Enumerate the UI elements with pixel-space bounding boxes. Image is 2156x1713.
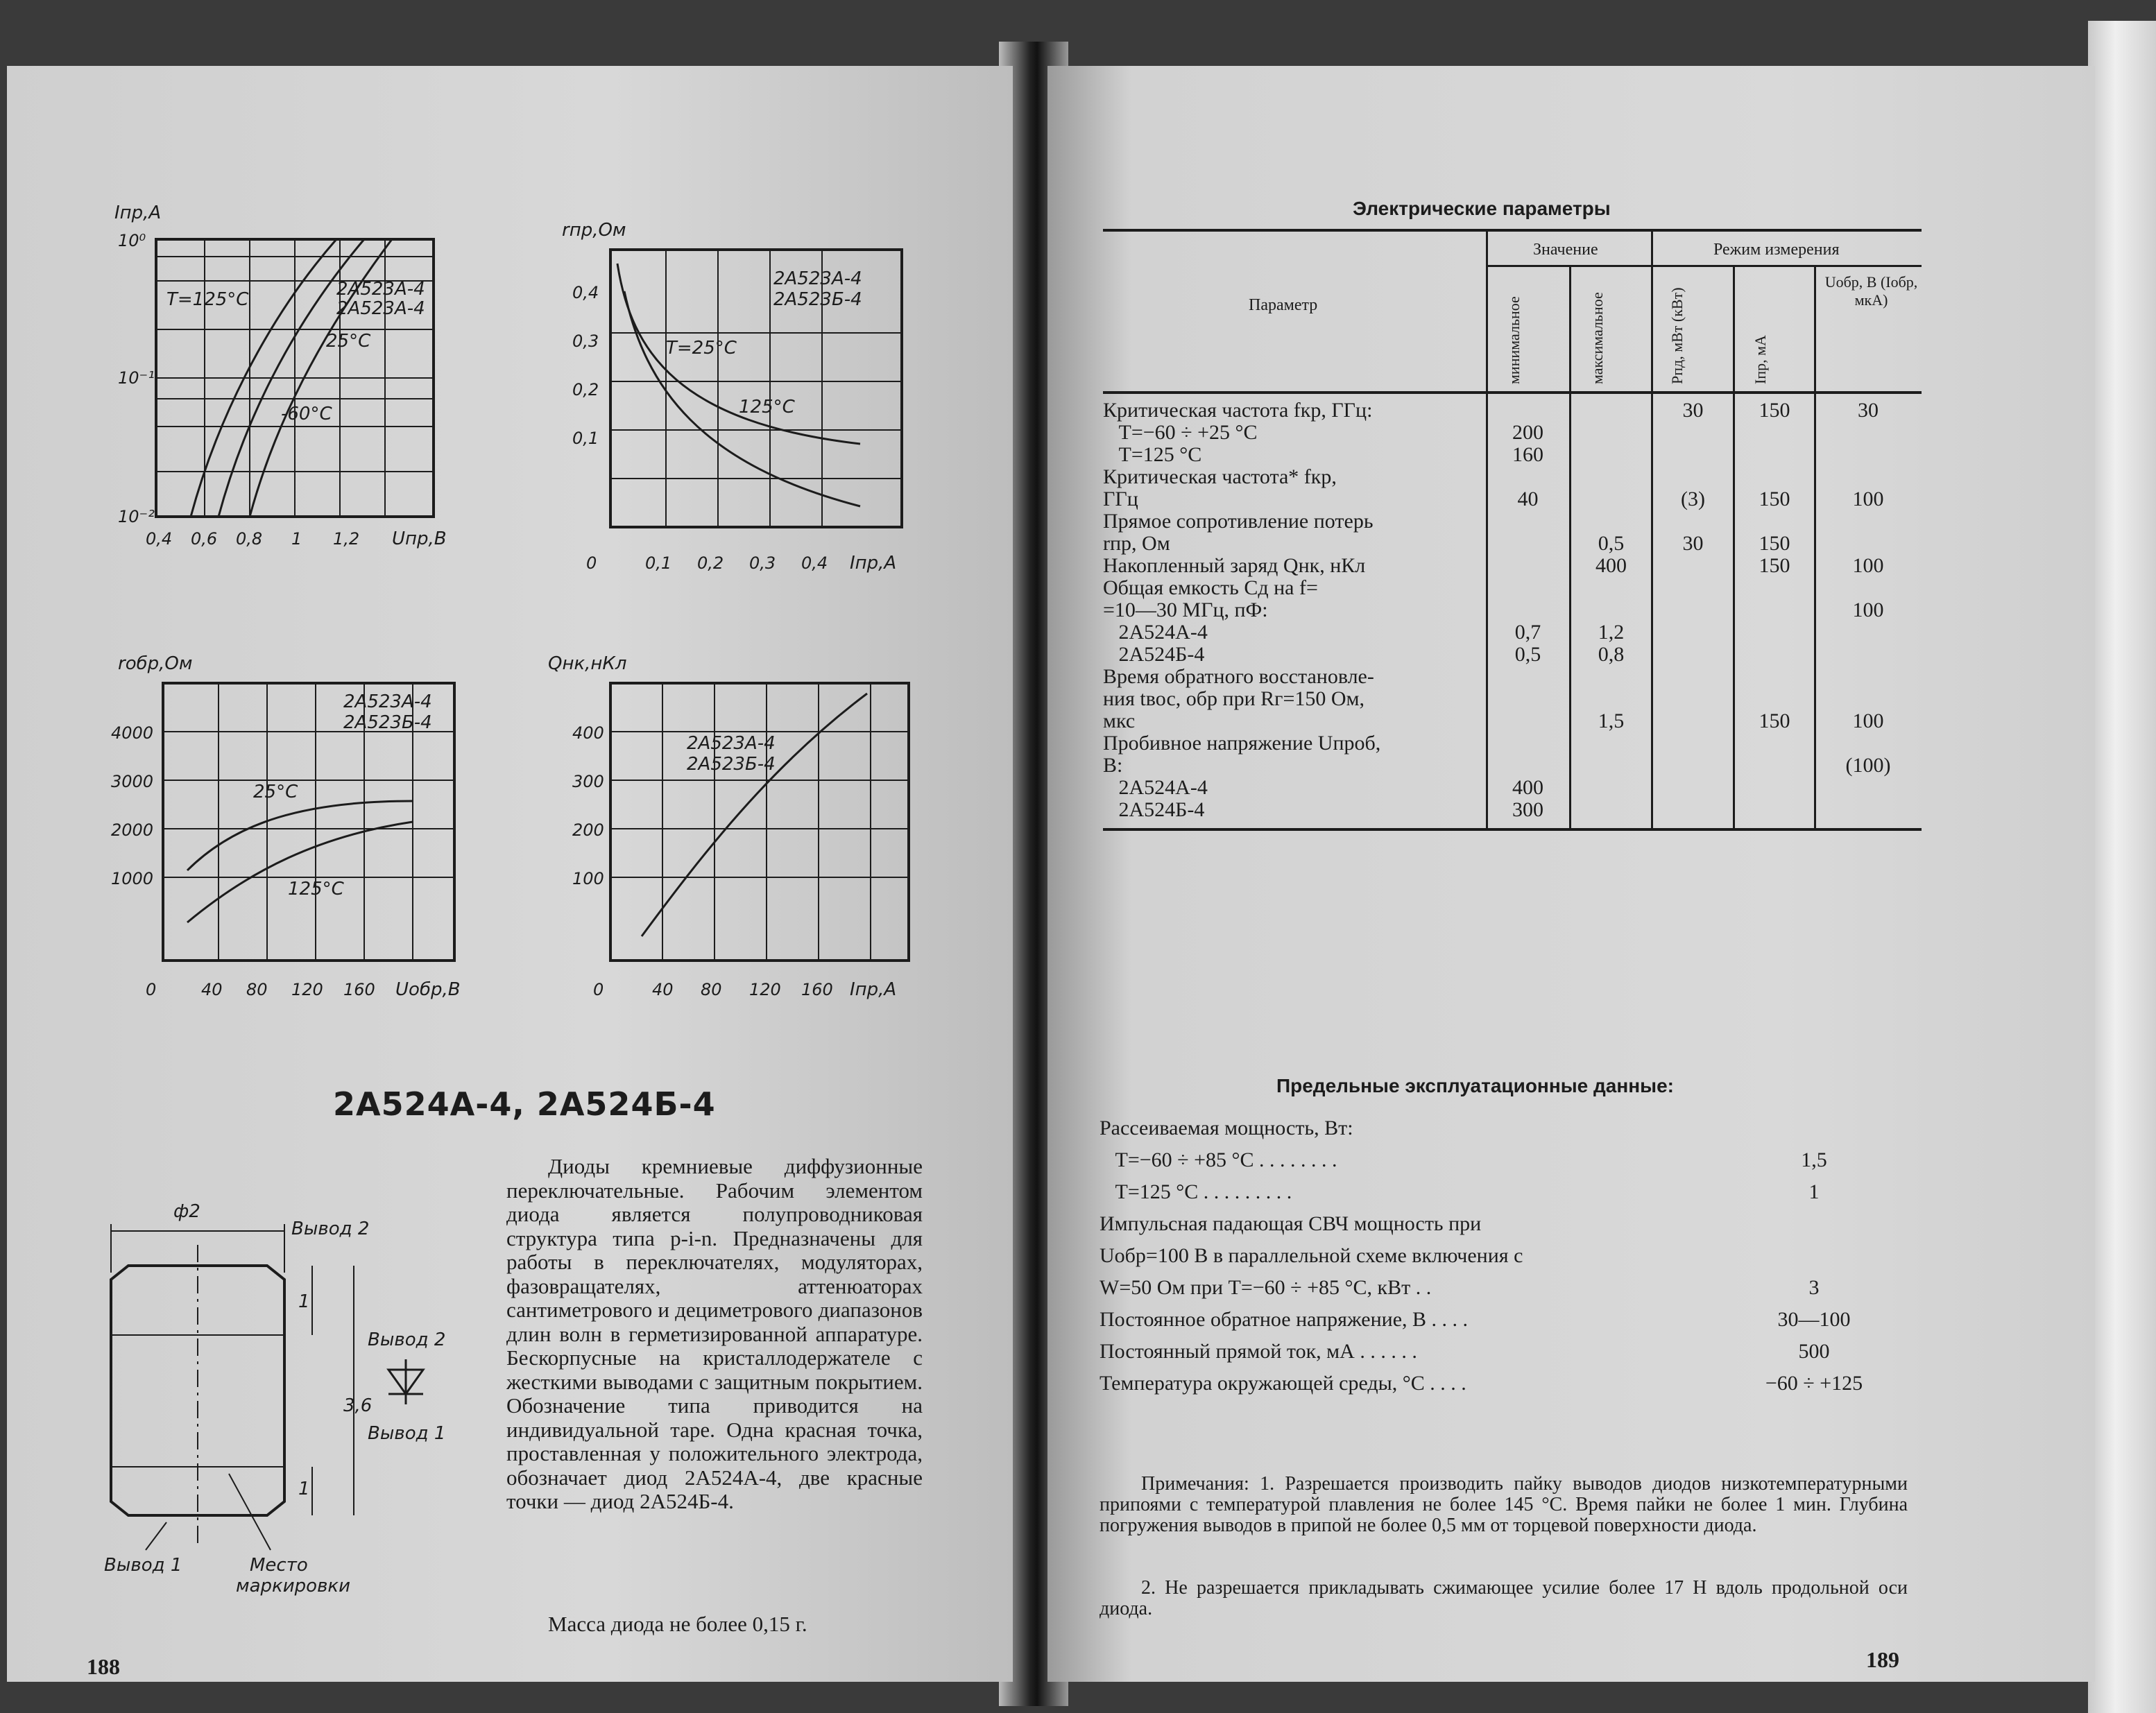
graph2-ytick: 0,1	[572, 429, 599, 448]
limits-list	[1100, 1117, 1904, 1404]
graph3-xtick: 40	[201, 980, 223, 999]
graph2-ytick: 0,2	[572, 380, 599, 399]
graph1-xlabel: Uпр,В	[392, 528, 447, 549]
table-title: Электрические параметры	[1353, 198, 1611, 219]
drawing-lead1: Вывод 1	[104, 1555, 182, 1576]
header-u: Uобр, В (Iобр, мкА)	[1824, 273, 1918, 309]
mass-text: Масса диода не более 0,15 г.	[548, 1612, 807, 1636]
table-cell-max: 1,2	[1598, 621, 1625, 644]
table-cell-param: 2А524А-4	[1103, 621, 1208, 644]
graph3-ytick: 3000	[111, 772, 154, 791]
table-cell-param: В:	[1103, 755, 1123, 777]
table-cell-param: Критическая частота* fкр,	[1103, 466, 1337, 488]
graph3-ylabel: rобр,Ом	[118, 653, 193, 674]
drawing-lead2-top: Вывод 2	[291, 1219, 370, 1239]
graph3-xtick: 160	[343, 980, 375, 999]
graph3-xtick: 80	[246, 980, 268, 999]
table-row	[1103, 510, 1922, 533]
page-edge	[2088, 21, 2156, 1713]
table-cell-max: 0,5	[1598, 533, 1625, 555]
table-row	[1103, 555, 1922, 577]
header-value: Значение	[1533, 241, 1598, 259]
table-body	[1103, 394, 1922, 831]
table-cell-param: мкс	[1103, 710, 1136, 732]
graph1-legend: 2А523А-4	[336, 279, 425, 300]
table-cell-param: Время обратного восстановле-	[1103, 666, 1374, 688]
graph3-xtick: 0	[146, 980, 157, 999]
graph1-xtick: 0,8	[236, 529, 263, 549]
table-row	[1103, 466, 1922, 488]
table-cell-u: 100	[1852, 710, 1884, 732]
table-cell-param: Накопленный заряд Qнк, нКл	[1103, 555, 1366, 577]
table-cell-min: 200	[1512, 422, 1543, 444]
table-cell-param: Т=125 °С	[1103, 444, 1202, 466]
table-row	[1103, 399, 1922, 422]
table-cell-param: Прямое сопротивление потерь	[1103, 510, 1374, 533]
graph4-xtick: 0	[593, 980, 604, 999]
table-cell-param: 2А524Б-4	[1103, 644, 1205, 666]
graph3-xtick: 120	[291, 980, 323, 999]
graph-stored-charge	[541, 648, 930, 1009]
drawing-height: 3,6	[343, 1395, 373, 1416]
graph1-xtick: 0,6	[191, 529, 218, 549]
graph1-ytick: 10⁻²	[118, 507, 155, 526]
table-row	[1103, 688, 1922, 710]
table-row	[1103, 444, 1922, 466]
graph-reverse-resistance	[97, 648, 486, 1009]
table-cell-max: 0,8	[1598, 644, 1625, 666]
table-cell-min: 0,5	[1514, 644, 1541, 666]
drawing-diameter: ф2	[173, 1201, 200, 1222]
table-cell-param: 2А524Б-4	[1103, 799, 1205, 821]
electrical-parameters-table	[1103, 229, 1922, 831]
table-cell-p: 30	[1682, 533, 1704, 555]
limit-label: Постоянное обратное напряжение, В . . . .	[1100, 1308, 1469, 1331]
graph2-xtick: 0,4	[801, 553, 828, 573]
limit-label: Рассеиваемая мощность, Вт:	[1100, 1117, 1353, 1139]
graph3-xlabel: Uобр,В	[395, 979, 461, 1000]
limit-value: 500	[1798, 1340, 1830, 1363]
table-cell-min: 300	[1512, 799, 1543, 821]
table-cell-u: (100)	[1845, 755, 1891, 777]
page-title: 2А524А-4, 2А524Б-4	[333, 1085, 716, 1123]
table-row	[1103, 666, 1922, 688]
table-row	[1103, 732, 1922, 755]
header-min: минимальное	[1505, 296, 1523, 384]
limit-label: Т=125 °С . . . . . . . . .	[1100, 1180, 1292, 1203]
graph4-ytick: 400	[572, 723, 604, 743]
limit-label: Uобр=100 В в параллельной схеме включения с	[1100, 1244, 1523, 1267]
limit-label: Импульсная падающая СВЧ мощность при	[1100, 1212, 1482, 1235]
table-row	[1103, 533, 1922, 555]
limit-row	[1100, 1244, 1904, 1276]
graph4-xtick: 160	[801, 980, 833, 999]
graph2-xtick: 0,3	[749, 553, 776, 573]
table-cell-p: (3)	[1681, 488, 1705, 510]
graph4-ytick: 200	[572, 820, 604, 840]
graph2-xtick: 0	[586, 553, 597, 573]
graph4-curve	[642, 694, 867, 936]
table-row	[1103, 577, 1922, 599]
graph2-ylabel: rпр,Ом	[562, 220, 626, 241]
graph2-ytick: 0,3	[572, 332, 599, 351]
graph1-ytick: 10⁻¹	[118, 368, 155, 388]
limit-row	[1100, 1372, 1904, 1404]
diode-drawing	[90, 1196, 479, 1640]
graph1-label-125c: Т=125°С	[166, 289, 249, 310]
graph1-label-25c: 25°С	[326, 331, 371, 352]
limits-title: Предельные эксплуатационные данные:	[1276, 1075, 1674, 1096]
graph4-xtick: 80	[701, 980, 722, 999]
graph1-legend: 2А523А-4	[336, 298, 425, 319]
table-row	[1103, 710, 1922, 732]
diode-symbol-icon	[388, 1359, 423, 1404]
table-row	[1103, 799, 1922, 821]
table-cell-max: 400	[1595, 555, 1627, 577]
table-cell-u: 100	[1852, 488, 1884, 510]
table-cell-i: 150	[1759, 555, 1790, 577]
table-row	[1103, 599, 1922, 621]
limit-value: 30—100	[1777, 1308, 1851, 1331]
graph2-legend: 2А523А-4	[773, 268, 862, 289]
table-cell-i: 150	[1759, 488, 1790, 510]
limit-row	[1100, 1148, 1904, 1180]
graph3-curve-25c	[187, 801, 413, 870]
drawing-marking: маркировки	[236, 1576, 350, 1596]
graph-forward-current	[97, 198, 472, 586]
table-cell-max: 1,5	[1598, 710, 1625, 732]
limit-label: Температура окружающей среды, °С . . . .	[1100, 1372, 1466, 1395]
notes-paragraph-2: 2. Не разрешается прикладывать сжимающее усилие более 17 Н вдоль продольной оси диода.	[1100, 1577, 1908, 1619]
graph4-xtick: 120	[749, 980, 781, 999]
graph4-ytick: 100	[572, 869, 604, 888]
table-cell-i: 150	[1759, 710, 1790, 732]
graph1-ytick: 10⁰	[118, 231, 146, 250]
graph1-label-minus60c: -60°С	[281, 404, 332, 424]
graph3-legend: 2А523А-4	[343, 691, 432, 712]
graph2-label-25c: Т=25°С	[666, 338, 737, 359]
graph3-ytick: 4000	[111, 723, 154, 743]
table-row	[1103, 644, 1922, 666]
limit-row	[1100, 1340, 1904, 1372]
drawing-section-top: 1	[298, 1291, 310, 1312]
table-cell-u: 100	[1852, 599, 1884, 621]
table-cell-p: 30	[1682, 399, 1704, 422]
limit-label: Т=−60 ÷ +85 °С . . . . . . . .	[1100, 1148, 1337, 1171]
graph4-xtick: 40	[652, 980, 674, 999]
graph4-ylabel: Qнк,нКл	[548, 653, 627, 674]
page-number: 189	[1866, 1647, 1899, 1672]
graph1-xtick: 1,2	[333, 529, 360, 549]
graph1-xtick: 0,4	[146, 529, 173, 549]
notes-paragraph: Примечания: 1. Разрешается производить пайку выводов диодов низкотемпературными припоями с температурой плавления не более 145 °С. Время пайки не более 1 мин. Глубина погружения выводов в припой не более 0,5 мм от торцевой поверхности диода.	[1100, 1473, 1908, 1536]
graph4-xlabel: Iпр,А	[850, 979, 897, 1000]
graph3-ytick: 2000	[111, 820, 154, 840]
table-cell-min: 40	[1517, 488, 1539, 510]
graph3-label-25c: 25°С	[253, 782, 298, 802]
header-mode: Режим измерения	[1713, 241, 1840, 259]
table-cell-u: 100	[1852, 555, 1884, 577]
table-row	[1103, 621, 1922, 644]
table-cell-param: Критическая частота fкр, ГГц:	[1103, 399, 1373, 422]
table-cell-param: ГГц	[1103, 488, 1138, 510]
limit-value: 1	[1808, 1180, 1820, 1203]
limit-row	[1100, 1308, 1904, 1340]
limit-row	[1100, 1117, 1904, 1148]
header-p: Pпд, мВт (кВт)	[1668, 287, 1686, 384]
graph-forward-resistance	[541, 215, 930, 583]
limit-value: 3	[1808, 1276, 1820, 1299]
table-cell-param: ния tвос, обр при Rг=150 Ом,	[1103, 688, 1365, 710]
table-cell-i: 150	[1759, 399, 1790, 422]
table-cell-min: 160	[1512, 444, 1543, 466]
limit-value: −60 ÷ +125	[1765, 1372, 1863, 1395]
graph2-label-125c: 125°С	[739, 397, 795, 418]
limit-label: Постоянный прямой ток, мА . . . . . .	[1100, 1340, 1417, 1363]
table-cell-i: 150	[1759, 533, 1790, 555]
limit-row	[1100, 1276, 1904, 1308]
graph2-legend: 2А523Б-4	[773, 289, 862, 310]
drawing-marking: Место	[250, 1555, 308, 1576]
limit-row	[1100, 1212, 1904, 1244]
table-cell-param: 2А524А-4	[1103, 777, 1208, 799]
graph3-label-125c: 125°С	[288, 879, 344, 899]
graph3-ytick: 1000	[111, 869, 154, 888]
table-cell-param: rпр, Ом	[1103, 533, 1170, 555]
table-cell-min: 400	[1512, 777, 1543, 799]
graph3-legend: 2А523Б-4	[343, 712, 432, 733]
limit-row	[1100, 1180, 1904, 1212]
right-page	[1047, 66, 2095, 1682]
table-row	[1103, 488, 1922, 510]
graph4-legend: 2А523А-4	[687, 733, 776, 754]
table-cell-min: 0,7	[1514, 621, 1541, 644]
left-page	[7, 66, 1013, 1682]
table-row	[1103, 777, 1922, 799]
graph2-xtick: 0,2	[697, 553, 724, 573]
graph2-xtick: 0,1	[645, 553, 672, 573]
drawing-lead1-symbol: Вывод 1	[368, 1423, 446, 1444]
graph4-legend: 2А523Б-4	[687, 754, 776, 775]
header-param: Параметр	[1249, 296, 1318, 314]
table-cell-param: Пробивное напряжение Uпроб,	[1103, 732, 1381, 755]
table-cell-u: 30	[1858, 399, 1879, 422]
table-row	[1103, 422, 1922, 444]
limit-value: 1,5	[1801, 1148, 1827, 1171]
graph3-curve-125c	[187, 822, 413, 922]
graph2-xlabel: Iпр,А	[850, 553, 897, 574]
graph1-xtick: 1	[291, 529, 302, 549]
drawing-section-bottom: 1	[298, 1479, 310, 1499]
table-cell-param: Общая емкость Cд на f=	[1103, 577, 1318, 599]
page-number: 188	[87, 1654, 120, 1679]
drawing-lead2-symbol: Вывод 2	[368, 1329, 446, 1350]
table-row	[1103, 755, 1922, 777]
graph4-ytick: 300	[572, 772, 604, 791]
graph2-ytick: 0,4	[572, 283, 599, 302]
header-i: Iпр, мА	[1752, 335, 1769, 384]
table-cell-param: =10—30 МГц, пФ:	[1103, 599, 1268, 621]
graph1-ylabel: Iпр,А	[114, 203, 162, 223]
description-paragraph: Диоды кремниевые диффузионные переключательные. Рабочим элементом диода является полупроводниковая структура типа p-i-n. Предназначены для работы в переключателях, модуляторах, фазовращателях, аттенюаторах сантиметрового и дециметрового диапазонов длин волн в герметизированной аппаратуре. Бескорпусные на кристаллодержателе с жесткими выводами с защитным покрытием. Обозначение типа приводится на индивидуальной таре. Одна красная точка, проставленная у положительного электрода, обозначает диод 2А524А-4, две красные точки — диод 2А524Б-4.	[506, 1154, 923, 1513]
table-cell-param: Т=−60 ÷ +25 °С	[1103, 422, 1258, 444]
limit-label: W=50 Ом при Т=−60 ÷ +85 °С, кВт . .	[1100, 1276, 1432, 1299]
header-max: максимальное	[1589, 292, 1606, 384]
